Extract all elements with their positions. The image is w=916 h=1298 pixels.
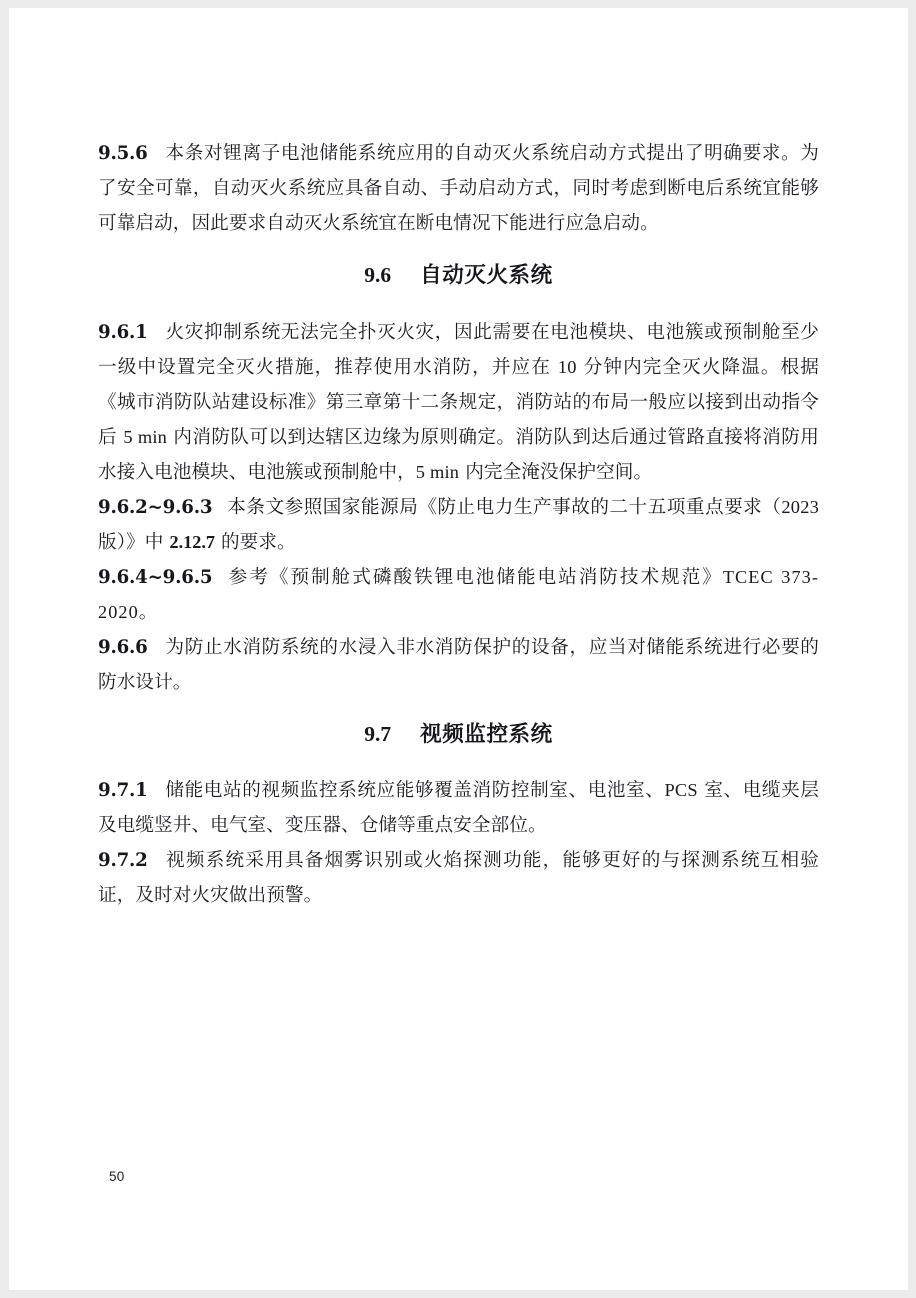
clause-number-9-6-2-9-6-3: 9.6.2~9.6.3 — [98, 496, 213, 518]
document-page — [9, 8, 908, 1290]
clause-number-9-6-6: 9.6.6 — [98, 636, 148, 658]
clause-text-9-6-1-b: 分钟内完全灭火降温。根据《城市消防队站建设标准》第三章第十二条规定，消防站的布局一般应以接到出动指令后 — [98, 356, 820, 448]
paragraph-9-6-6 — [98, 630, 819, 700]
heading-number-9-7: 9.7 — [364, 721, 392, 746]
paragraph-9-6-2-9-6-3 — [98, 490, 819, 560]
heading-title-9-7: 视频监控系统 — [420, 721, 553, 747]
page-number: 50 — [109, 1169, 125, 1184]
clause-text-9-7-1-b: 室、电缆夹层及电缆竖井、电气室、变压器、仓储等重点安全部位。 — [98, 780, 819, 836]
clause-number-9-6-1: 9.6.1 — [98, 321, 148, 343]
clause-value-2-12-7: 2.12.7 — [169, 531, 215, 552]
clause-number-9-5-6: 9.5.6 — [98, 143, 148, 164]
clause-number-9-6-4-9-6-5: 9.6.4~9.6.5 — [98, 566, 213, 588]
clause-value-5min-first: 5 min — [123, 426, 168, 447]
clause-value-10-minutes: 10 — [557, 356, 577, 377]
clause-text-9-6-2-c: 的要求。 — [214, 531, 296, 553]
clause-value-5min-second: 5 min — [415, 461, 460, 482]
heading-9-7 — [98, 717, 819, 752]
heading-number-9-6: 9.6 — [364, 263, 392, 287]
clause-text-9-6-2-a: 本条文参照国家能源局《防止电力生产事故的二十五项重点要求（ — [226, 496, 782, 518]
paragraph-9-5-6 — [98, 136, 819, 241]
standard-code-tcec-373-2020: TCEC 373-2020 — [98, 566, 819, 622]
clause-term-pcs: PCS — [664, 780, 698, 800]
clause-text-9-7-2: 视频系统采用具备烟雾识别或火焰探测功能，能够更好的与探测系统互相验证，及时对火灾做出预警。 — [98, 850, 819, 906]
paragraph-9-6-1 — [98, 315, 819, 490]
clause-number-9-7-1: 9.7.1 — [98, 780, 148, 801]
clause-text-9-6-6: 为防止水消防系统的水浸入非水消防保护的设备，应当对储能系统进行必要的防水设计。 — [98, 636, 819, 693]
paragraph-9-6-4-9-6-5 — [98, 560, 819, 630]
document-body — [98, 136, 819, 913]
clause-value-2023: 2023 — [781, 496, 819, 517]
clause-text-9-6-1-d: 内完全淹没保护空间。 — [459, 461, 653, 483]
paragraph-9-7-1 — [98, 773, 819, 843]
heading-9-6 — [98, 258, 819, 293]
clause-text-9-5-6: 本条对锂离子电池储能系统应用的自动灭火系统启动方式提出了明确要求。为了安全可靠，自动灭火系统应具备自动、手动启动方式，同时考虑到断电后系统宜能够可靠启动，因此要求自动灭火系统宜在断电情况下能进行应急启动。 — [98, 143, 819, 234]
clause-text-9-6-1-a: 火灾抑制系统无法完全扑灭火灾，因此需要在电池模块、电池簇或预制舱至少一级中设置完全灭火措施，推荐使用水消防，并应在 — [98, 321, 819, 378]
clause-text-9-6-2-b: 版）》中 — [98, 531, 170, 553]
clause-text-9-6-1-c: 内消防队可以到达辖区边缘为原则确定。消防队到达后通过管路直接将消防用水接入电池模块、电池簇或预制舱中， — [98, 426, 819, 483]
clause-number-9-7-2: 9.7.2 — [98, 850, 148, 871]
heading-title-9-6: 自动灭火系统 — [420, 263, 553, 288]
paragraph-9-7-2 — [98, 843, 819, 913]
clause-text-9-6-4-a: 参考《预制舱式磷酸铁锂电池储能电站消防技术规范》 — [226, 566, 723, 588]
clause-text-9-6-4-b: 。 — [138, 601, 158, 623]
clause-text-9-7-1-a: 储能电站的视频监控系统应能够覆盖消防控制室、电池室、 — [164, 780, 665, 801]
